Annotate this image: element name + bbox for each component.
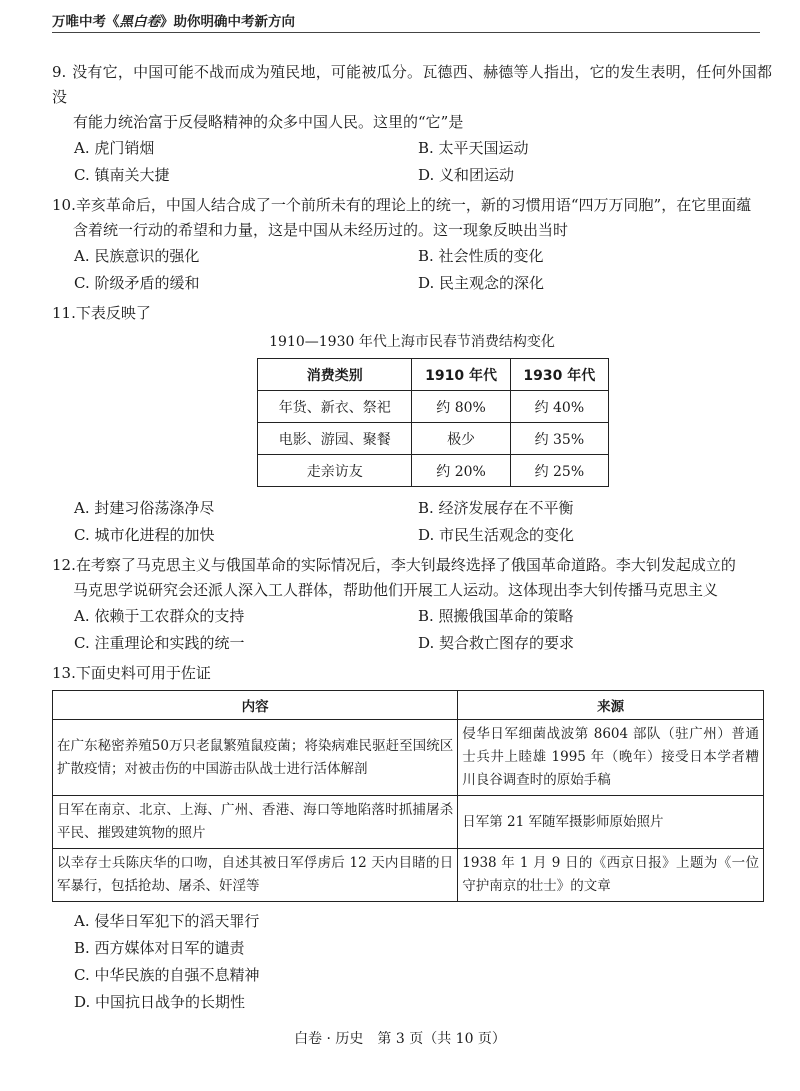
options [52, 908, 772, 1016]
table-cell: 约 80% [412, 391, 510, 423]
table-cell: 以幸存士兵陈庆华的口吻，自述其被日军俘虏后 12 天内目睹的日军暴行，包括抢劫、屠杀、奸淫等 [53, 849, 458, 902]
option-c[interactable]: C. 城市化进程的加快 [74, 526, 215, 544]
option-a[interactable]: A. 民族意识的强化 [74, 247, 200, 265]
table-cell: 约 25% [510, 455, 608, 487]
options [52, 603, 772, 657]
stem-line-2: 马克思学说研究会还派人深入工人群体，帮助他们开展工人运动。这体现出李大钊传播马克思主义 [73, 581, 719, 599]
stem-line-1: 没有它，中国可能不战而成为殖民地，可能被瓜分。瓦德西、赫德等人指出，它的发生表明，任何外国都没 [52, 63, 772, 106]
page-footer: 白卷 · 历史 第 3 页（共 10 页） [294, 1031, 506, 1047]
question-number: 12. [52, 556, 76, 574]
option-b[interactable]: B. 太平天国运动 [418, 139, 529, 157]
table-row [53, 796, 764, 849]
option-c[interactable]: C. 镇南关大捷 [74, 166, 170, 184]
header-post: 》助你明确中考新方向 [160, 14, 295, 30]
table-cell: 1938 年 1 月 9 日的《西京日报》上题为《一位守护南京的壮士》的文章 [458, 849, 764, 902]
table-cell: 在广东秘密养殖50万只老鼠繁殖鼠疫菌；将染病难民驱赶至国统区扩散疫情；对被击伤的中国游击队战士进行活体解剖 [53, 720, 458, 796]
stem-text: 下表反映了 [75, 304, 151, 322]
question-12 [52, 553, 772, 657]
option-a[interactable]: A. 封建习俗荡涤净尽 [74, 499, 215, 517]
question-number: 13. [52, 664, 76, 682]
table-row [53, 849, 764, 902]
table-cell: 侵华日军细菌战波第 8604 部队（驻广州）普通士兵井上睦雄 1995 年（晚年）接受日本学者糟川良谷调查时的原始手稿 [458, 720, 764, 796]
page-header [52, 10, 295, 30]
table-title: 1910—1930 年代上海市民春节消费结构变化 [269, 334, 555, 350]
option-b[interactable]: B. 西方媒体对日军的谴责 [74, 939, 245, 957]
table-cell: 约 20% [412, 455, 510, 487]
stem-line-1: 在考察了马克思主义与俄国革命的实际情况后，李大钊最终选择了俄国革命道路。李大钊发起成立的 [75, 556, 736, 574]
question-stem [52, 193, 772, 218]
option-c[interactable]: C. 中华民族的自强不息精神 [74, 966, 260, 984]
header-divider [52, 32, 760, 33]
stem-text: 下面史料可用于佐证 [75, 664, 211, 682]
header-cell: 来源 [458, 691, 764, 720]
option-c[interactable]: C. 注重理论和实践的统一 [74, 634, 245, 652]
question-number: 9. [52, 63, 67, 81]
option-a[interactable]: A. 侵华日军犯下的滔天罪行 [74, 912, 260, 930]
question-stem [52, 553, 772, 578]
header-cell: 内容 [53, 691, 458, 720]
question-number: 11. [52, 304, 76, 322]
table-row [53, 720, 764, 796]
header-brand: 黑白卷 [119, 14, 160, 30]
consumption-table [257, 358, 609, 487]
header-pre: 万唯中考《 [52, 14, 120, 30]
question-stem [52, 60, 772, 110]
question-11 [52, 301, 772, 549]
option-c[interactable]: C. 阶级矛盾的缓和 [74, 274, 200, 292]
option-a[interactable]: A. 虎门销烟 [74, 139, 155, 157]
option-d[interactable]: D. 中国抗日战争的长期性 [74, 993, 246, 1011]
option-a[interactable]: A. 依赖于工农群众的支持 [74, 607, 245, 625]
table-row [258, 423, 609, 455]
question-number: 10. [52, 196, 76, 214]
stem-line-2: 含着统一行动的希望和力量，这是中国从未经历过的。这一现象反映出当时 [73, 221, 569, 239]
question-9 [52, 60, 772, 189]
question-13 [52, 661, 772, 1016]
stem-line-1: 辛亥革命后，中国人结合成了一个前所未有的理论上的统一，新的习惯用语“四万万同胞”，在它里面蕴 [75, 196, 752, 214]
question-10 [52, 193, 772, 297]
option-d[interactable]: D. 市民生活观念的变化 [418, 526, 575, 544]
table-cell: 走亲访友 [258, 455, 412, 487]
question-stem [52, 301, 772, 326]
table-cell: 极少 [412, 423, 510, 455]
options [52, 135, 772, 189]
header-cell: 消费类别 [258, 359, 412, 391]
header-cell: 1930 年代 [510, 359, 608, 391]
option-d[interactable]: D. 契合救亡图存的要求 [418, 634, 575, 652]
option-d[interactable]: D. 民主观念的深化 [418, 274, 545, 292]
table-cell: 年货、新衣、祭祀 [258, 391, 412, 423]
table-cell: 约 35% [510, 423, 608, 455]
table-row [258, 391, 609, 423]
table-cell: 日军第 21 军随军摄影师原始照片 [458, 796, 764, 849]
option-b[interactable]: B. 经济发展存在不平衡 [418, 499, 574, 517]
header-cell: 1910 年代 [412, 359, 510, 391]
options [52, 243, 772, 297]
table-header-row [53, 691, 764, 720]
table-header-row [258, 359, 609, 391]
question-stem [52, 661, 772, 686]
table-cell: 电影、游园、聚餐 [258, 423, 412, 455]
option-d[interactable]: D. 义和团运动 [418, 166, 515, 184]
table-row [258, 455, 609, 487]
question-list [52, 60, 772, 1020]
options [52, 495, 772, 549]
source-table [52, 690, 764, 902]
stem-line-2: 有能力统治富于反侵略精神的众多中国人民。这里的“它”是 [73, 113, 464, 131]
option-b[interactable]: B. 社会性质的变化 [418, 247, 544, 265]
table-cell: 日军在南京、北京、上海、广州、香港、海口等地陷落时抓捕屠杀平民、摧毁建筑物的照片 [53, 796, 458, 849]
table-cell: 约 40% [510, 391, 608, 423]
option-b[interactable]: B. 照搬俄国革命的策略 [418, 607, 574, 625]
